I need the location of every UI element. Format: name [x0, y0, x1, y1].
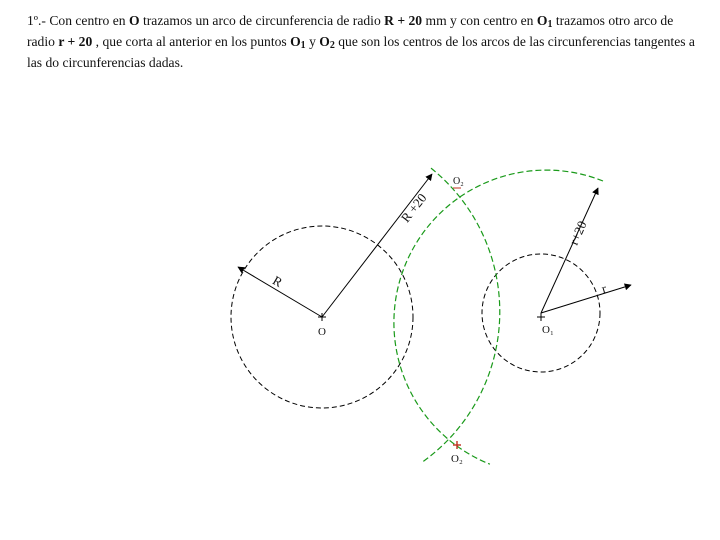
- statement-point-b-letter: O: [319, 34, 330, 49]
- statement-center-o: O: [129, 13, 140, 28]
- label-radius-big-plus: R +20: [397, 190, 430, 226]
- center-mark-o: [318, 313, 326, 321]
- statement-text-7: que son los centros de los arcos de las circunferencias tangentes a las do circunferencias dadas.: [27, 34, 695, 70]
- statement-radius-small-plus: r + 20: [58, 34, 93, 49]
- label-radius-small-plus: r+20: [565, 218, 590, 248]
- statement-center-o1-letter: O: [536, 13, 548, 28]
- statement-text-5: , que corta al anterior en los puntos: [92, 34, 291, 49]
- statement-point-a-letter: O: [290, 34, 301, 49]
- center-mark-o1: [537, 313, 545, 321]
- statement-point-a-sub: 1: [300, 40, 306, 51]
- radius-line-small-plus: [541, 188, 598, 313]
- label-point-top: O₂: [453, 176, 464, 187]
- statement-text-4: trazamos otro arco de radio: [27, 13, 674, 49]
- label-point-bottom: O₂: [451, 453, 463, 465]
- label-radius-big: R: [270, 272, 286, 290]
- statement-text-1: 1º.- Con centro en: [27, 13, 129, 28]
- label-center-o1: O₁: [542, 324, 554, 336]
- statement-center-o1-sub: 1: [547, 19, 553, 30]
- statement-text-6: y: [305, 34, 320, 49]
- statement-text-3: mm y con centro en: [422, 13, 537, 28]
- statement-radius-big-plus: R + 20: [384, 13, 423, 28]
- construction-arc-r-plus-20: [423, 168, 500, 462]
- label-center-o: O: [318, 326, 326, 338]
- radius-line-small: [541, 285, 631, 313]
- statement-text-2: trazamos un arco de circunferencia de radio: [139, 13, 385, 28]
- label-radius-small: r: [599, 280, 609, 297]
- construction-arc-small-r-plus-20: [394, 170, 603, 464]
- statement-point-b-sub: 2: [329, 40, 335, 51]
